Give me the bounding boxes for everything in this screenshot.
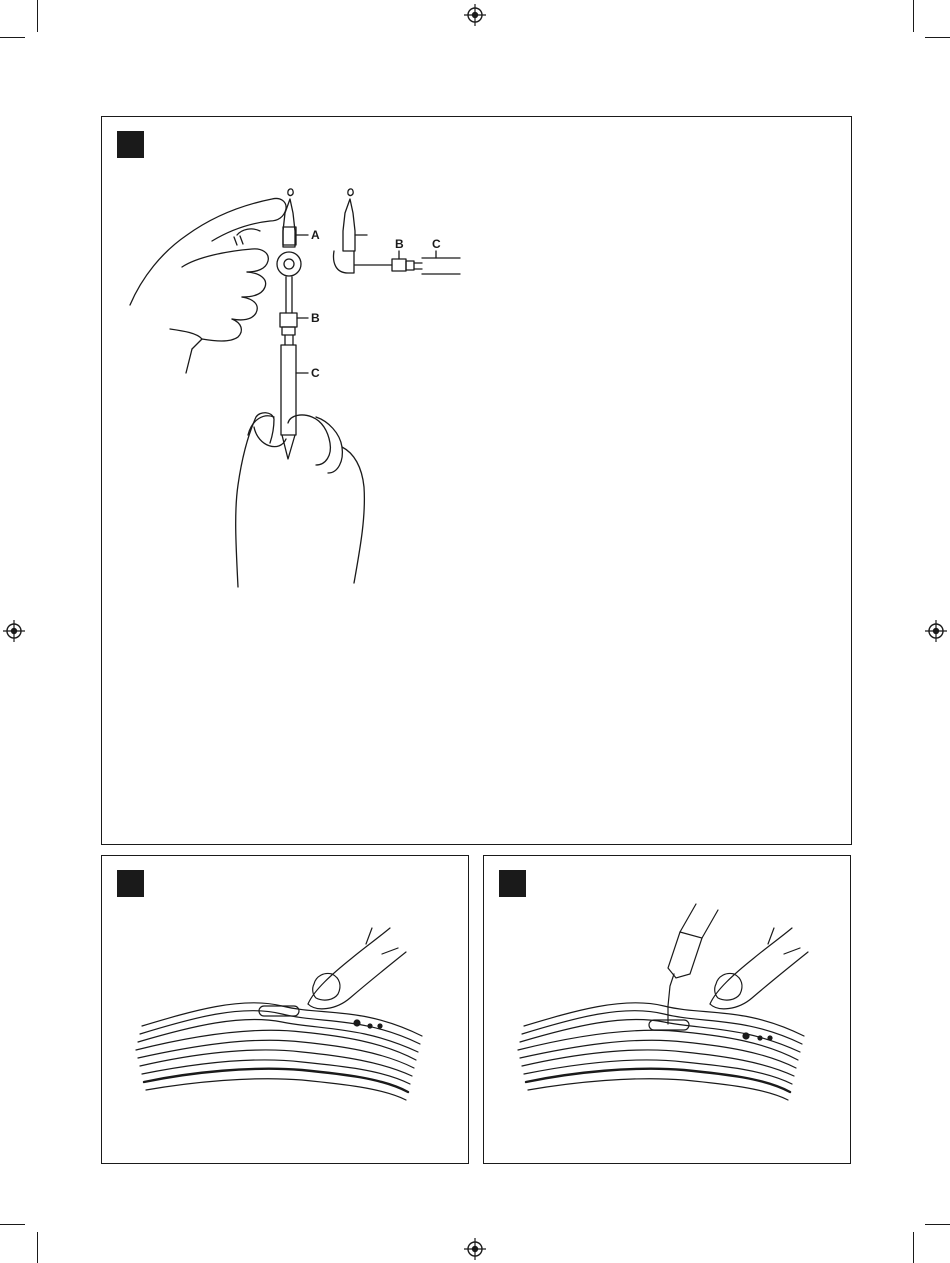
- pen-assembly-illustration: [102, 117, 853, 846]
- registration-mark-icon: [3, 620, 25, 642]
- registration-mark-icon: [925, 620, 947, 642]
- crop-mark-top-right-h: [925, 37, 950, 38]
- injection-illustration: [484, 856, 852, 1165]
- figure-panel-bottom-left: [101, 855, 469, 1164]
- label-b-inset: B: [395, 237, 404, 251]
- label-a: A: [311, 228, 320, 242]
- label-c-inset: C: [432, 237, 441, 251]
- figure-panel-main: [101, 116, 852, 845]
- crop-mark-top-left-v: [37, 0, 38, 32]
- label-c-main: C: [311, 366, 320, 380]
- label-b-main: B: [311, 311, 320, 325]
- crop-mark-top-right-v: [913, 0, 914, 32]
- crop-mark-bottom-left-h: [0, 1224, 25, 1225]
- crop-mark-bottom-right-h: [925, 1224, 950, 1225]
- skin-pinch-illustration: [102, 856, 470, 1165]
- crop-mark-bottom-right-v: [913, 1232, 914, 1263]
- registration-mark-icon: [464, 1238, 486, 1260]
- figure-panel-bottom-right: [483, 855, 851, 1164]
- crop-mark-bottom-left-v: [37, 1232, 38, 1263]
- crop-mark-top-left-h: [0, 37, 25, 38]
- registration-mark-icon: [464, 4, 486, 26]
